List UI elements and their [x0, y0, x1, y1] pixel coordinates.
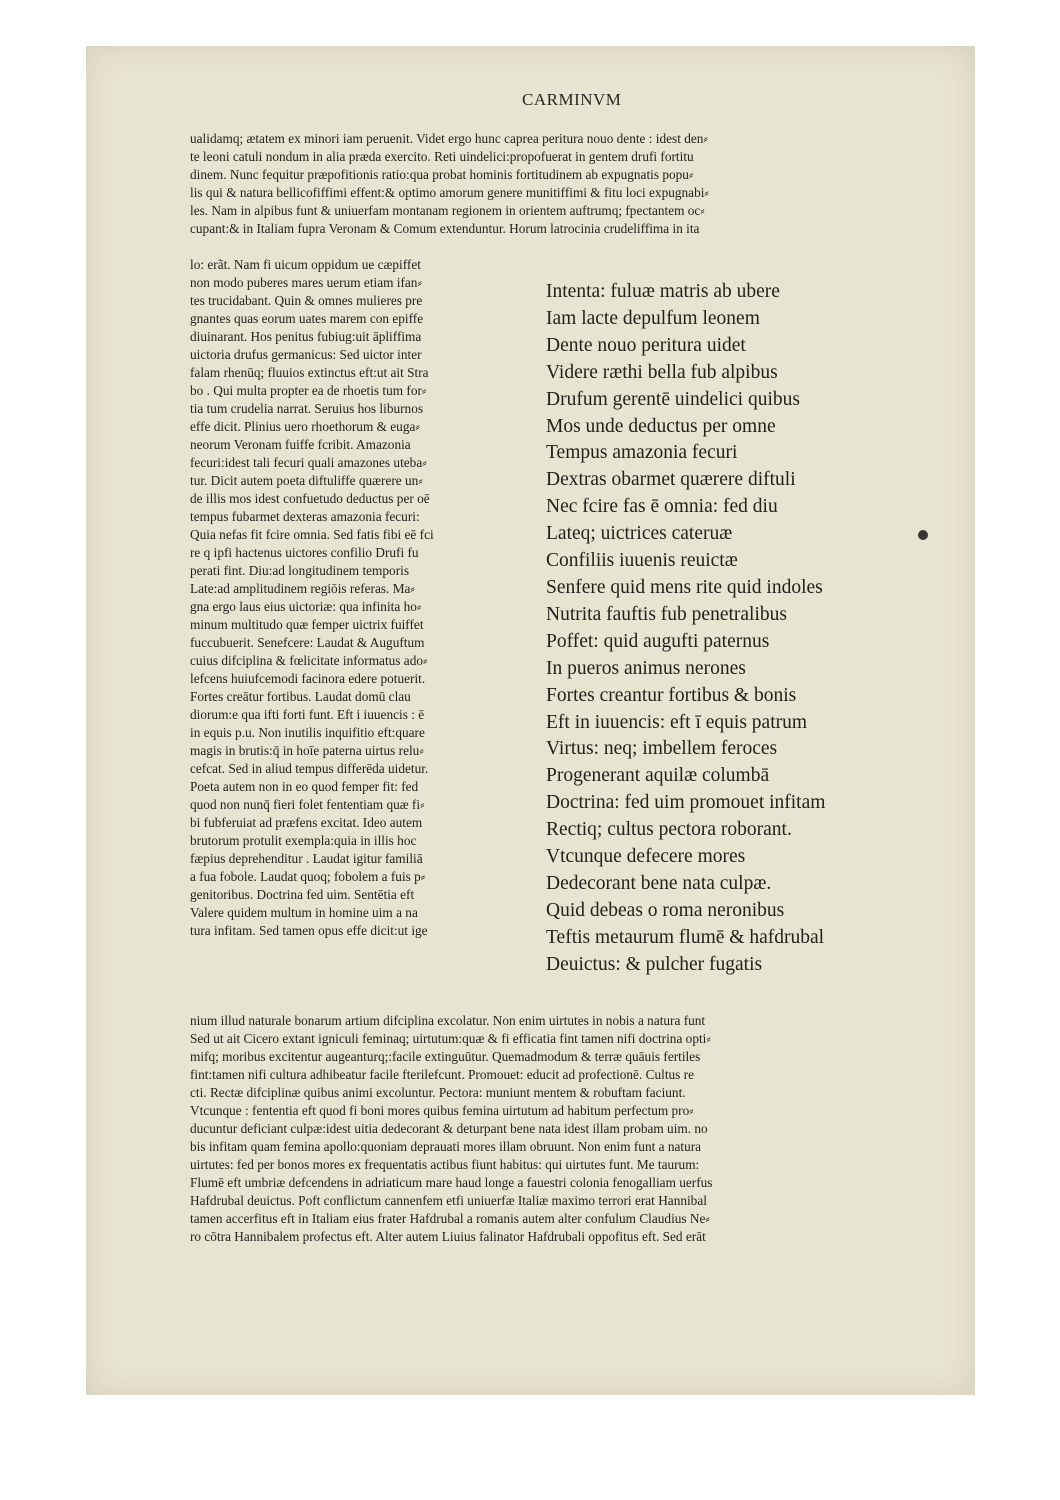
commentary-line: fint:tamen nifi cultura adhibeatur facile fterilefcunt. Promouet: educit ad profectionē. Cultus re [190, 1067, 694, 1082]
commentary-line: uirtutes: fed per bonos mores ex frequentatis actibus fiunt habitus: qui uirtutes funt. Me taurum: [190, 1157, 700, 1172]
commentary-line: Hafdrubal deuictus. Poft conflictum cannenfem etfi uniuerfæ Italiæ maximo terrori erat Hannibal [190, 1193, 707, 1208]
commentary-line: Valere quidem multum in homine uim a na [190, 905, 418, 920]
commentary-line: cefcat. Sed in aliud tempus differēda uidetur. [190, 761, 429, 776]
commentary-line: te leoni catuli nondum in alia præda exercito. Reti uindelici:propofuerat in gentem drufi fortitu [190, 149, 694, 164]
commentary-line: quod non nunq̄ fieri folet fententiam quæ fi⸗ [190, 797, 425, 812]
commentary-line: Late:ad amplitudinem regiōis referas. Ma⸗ [190, 581, 415, 596]
book-page [86, 46, 975, 1395]
commentary-line: fuccubuerit. Senefcere: Laudat & Auguftum [190, 635, 425, 650]
commentary-line: lis qui & natura bellicofiffimi effent:& optimo amorum genere munitiffimi & fitu loci expugnabi⸗ [190, 185, 709, 200]
verse-line: Fortes creantur fortibus & bonis [546, 684, 797, 706]
verse-line: Rectiq; cultus pectora roborant. [546, 819, 792, 841]
verse-line: Nutrita fauftis fub penetralibus [546, 603, 787, 625]
commentary-line: uictoria drufus germanicus: Sed uictor inter [190, 347, 422, 362]
commentary-line: non modo puberes mares uerum etiam ifan⸗ [190, 275, 422, 290]
verse-line: Eft in iuuencis: eft ī equis patrum [546, 711, 808, 733]
commentary-line: tur. Dicit autem poeta diftuliffe quærere un⸗ [190, 473, 423, 488]
verse-line: Intenta: fuluæ matris ab ubere [546, 281, 780, 302]
commentary-line: Sed ut ait Cicero extant igniculi feminaq; uirtutum:quæ & fi efficatia fint tamen nifi doctrina opti⸗ [190, 1031, 711, 1046]
verse-line: Virtus: neq; imbellem feroces [546, 738, 778, 760]
commentary-line: re q ipfi hactenus uictores confilio Drufi fu [190, 545, 419, 560]
verse-line: Dextras obarmet quærere diftuli [546, 469, 796, 491]
commentary-line: les. Nam in alpibus funt & uniuerfam montanam regionem in orientem auftrumq; fpectantem oc⸗ [190, 203, 705, 218]
commentary-line: ualidamq; ætatem ex minori iam peruenit. Videt ergo hunc caprea peritura nouo dente : idest den⸗ [190, 131, 708, 146]
commentary-line: magis in brutis:q̄ in hoīe paterna uirtus relu⸗ [190, 743, 424, 758]
verse-line: Vtcunque defecere mores [546, 846, 746, 868]
commentary-line: tes trucidabant. Quin & omnes mulieres pre [190, 293, 423, 308]
verse-line: Mos unde deductus per omne [546, 415, 776, 437]
verse-line: Poffet: quid augufti paternus [546, 630, 770, 652]
commentary-line: tamen accerfitus eft in Italiam eius frater Hafdrubal a romanis autem alter confulum Claudius Ne⸗ [190, 1211, 710, 1226]
verse-line: Lateq; uictrices cateruæ [546, 523, 733, 545]
commentary-line: fecuri:idest tali fecuri quali amazones uteba⸗ [190, 455, 427, 470]
commentary-line: genitoribus. Doctrina fed uim. Sentētia eft [190, 887, 415, 902]
verse-line: In pueros animus nerones [546, 657, 746, 679]
commentary-line: tura infitam. Sed tamen opus effe dicit:ut ige [190, 923, 428, 938]
verse-line: Teftis metaurum flumē & hafdrubal [546, 926, 825, 948]
commentary-line: lo: erãt. Nam fi uicum oppidum ue cæpiffet [190, 257, 421, 272]
commentary-line: diuinarant. Hos penitus fubiug:uit āpliffima [190, 329, 422, 344]
commentary-line: cupant:& in Italiam fupra Veronam & Comum extenduntur. Horum latrocinia crudeliffima in ita [190, 221, 700, 236]
verse-line: Progenerant aquilæ columbā [546, 765, 770, 787]
commentary-line: neorum Veronam fuiffe fcribit. Amazonia [190, 437, 411, 452]
commentary-line: dinem. Nunc fequitur præpofitionis ratio:qua probat hominis fortitudinem ab expugnatis popu⸗ [190, 167, 694, 182]
commentary-line: Fortes creātur fortibus. Laudat domū clau [190, 689, 411, 704]
verse-line: Senfere quid mens rite quid indoles [546, 576, 823, 598]
commentary-line: brutorum protulit exempla:quia in illis hoc [190, 833, 417, 848]
running-head: CARMINVM [522, 90, 622, 109]
verse-line: Dedecorant bene nata culpæ. [546, 872, 772, 894]
commentary-bottom [190, 1012, 950, 1246]
ink-mark [918, 530, 928, 540]
commentary-line: de illis mos idest confuetudo deductus per oē [190, 491, 430, 506]
commentary-line: effe dicit. Plinius uero rhoethorum & euga⸗ [190, 419, 420, 434]
commentary-line: tempus fubarmet dexteras amazonia fecuri: [190, 509, 420, 524]
verse-line: Iam lacte depulfum leonem [546, 307, 760, 329]
commentary-line: gnantes quas eorum uates marem con epiffe [190, 311, 424, 326]
commentary-line: nium illud naturale bonarum artium difciplina excolatur. Non enim uirtutes in nobis a natura funt [190, 1013, 706, 1028]
verse-line: Drufum gerentē uindelici quibus [546, 388, 800, 410]
commentary-top [190, 130, 950, 238]
verse-line: Videre ræthi bella fub alpibus [546, 361, 778, 383]
commentary-line: bis infitam quam femina apollo:quoniam deprauati mores illam obruunt. Non enim funt a natura [190, 1139, 702, 1154]
commentary-line: Flumē eft umbriæ defcendens in adriaticum mare haud longe a fauestri colonia fenogalliam uerfus [190, 1175, 713, 1190]
verse-line: Quid debeas o roma neronibus [546, 899, 785, 921]
commentary-line: falam rhenūq; fluuios extinctus eft:ut ait Stra [190, 365, 429, 380]
verse-line: Tempus amazonia fecuri [546, 442, 738, 464]
commentary-line: gna ergo laus eius uictoriæ: qua infinita ho⸗ [190, 599, 422, 614]
commentary-line: bo . Qui multa propter ea de rhoetis tum for⸗ [190, 383, 427, 398]
commentary-line: fæpius deprehenditur . Laudat igitur familiā [190, 851, 423, 866]
verse-line: Nec fcire fas ē omnia: fed diu [546, 496, 778, 518]
commentary-line: in equis p.u. Non inutilis inquifitio eft:quare [190, 725, 425, 740]
commentary-line: a fua fobole. Laudat quoq; fobolem a fuis p⸗ [190, 869, 426, 884]
poem-text [546, 279, 936, 979]
commentary-line: Poeta autem non in eo quod femper fit: fed [190, 779, 419, 794]
commentary-line: Vtcunque : fententia eft quod fi boni mores quibus femina uirtutum ad habitum perfectum pro⸗ [190, 1103, 694, 1118]
commentary-line: ducuntur deficiant culpæ:idest uitia dedecorant & deturpant bene nata idest illam probam uim. no [190, 1121, 708, 1136]
commentary-line: Quia nefas fit fcire omnia. Sed fatis fibi eē fci [190, 527, 434, 542]
commentary-line: lefcens huiufcemodi facinora edere potuerit. [190, 671, 426, 686]
commentary-left [190, 256, 550, 940]
commentary-line: perati fint. Diu:ad longitudinem temporis [190, 563, 409, 578]
verse-line: Doctrina: fed uim promouet infitam [546, 792, 826, 814]
commentary-line: diorum:e qua ifti forti funt. Eft i iuuencis : ē [190, 707, 425, 722]
commentary-line: mifq; moribus excitentur augeanturq;:facile extinguūtur. Quemadmodum & terræ quāuis fertiles [190, 1049, 701, 1064]
commentary-line: tia tum crudelia narrat. Seruius hos liburnos [190, 401, 424, 416]
commentary-line: ro cōtra Hannibalem profectus eft. Alter autem Liuius falinator Hafdrubali oppofitus eft. Sed erāt [190, 1229, 706, 1244]
commentary-line: cuius difciplina & fœlicitate informatus ado⸗ [190, 653, 428, 668]
commentary-line: cti. Rectæ difciplinæ quibus animi excoluntur. Pectora: muniunt mentem & robuftam faciunt. [190, 1085, 686, 1100]
commentary-line: minum multitudo quæ femper uictrix fuiffet [190, 617, 424, 632]
verse-line: Deuictus: & pulcher fugatis [546, 953, 763, 975]
verse-line: Dente nouo peritura uidet [546, 334, 746, 356]
verse-line: Confiliis iuuenis reuictæ [546, 550, 738, 572]
commentary-line: bi fubferuiat ad præfens excitat. Ideo autem [190, 815, 423, 830]
